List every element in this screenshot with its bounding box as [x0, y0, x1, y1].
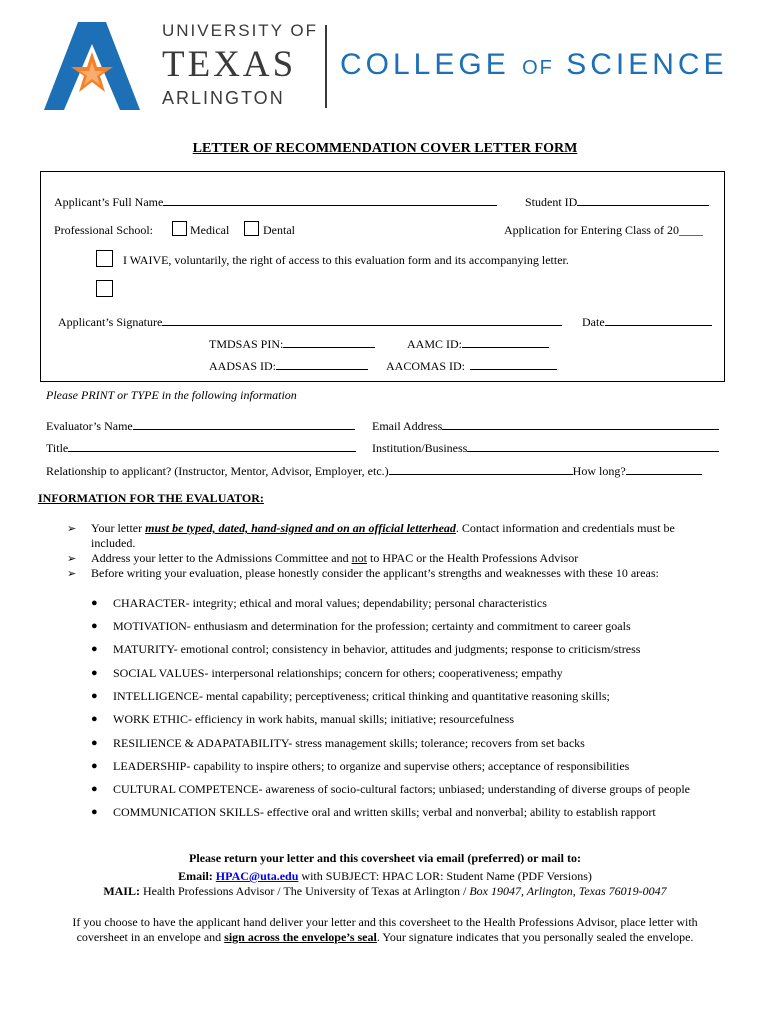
area-item: SOCIAL VALUES- interpersonal relationships; concern for others; cooperativeness; empathy: [113, 666, 563, 680]
aadsas-row: [209, 357, 368, 374]
institution-row: [372, 439, 719, 456]
area-item: LEADERSHIP- capability to inspire others; to organize and supervise others; acceptance of responsibilities: [113, 759, 630, 773]
area-item: WORK ETHIC- efficiency in work habits, manual skills; initiative; resourcefulness: [113, 712, 515, 726]
arrow-bullet-icon: ➢: [67, 567, 77, 580]
evaluator-name-field[interactable]: [133, 417, 355, 430]
info-item2-not: not: [351, 551, 367, 565]
email-field[interactable]: [442, 417, 719, 430]
uta-logo-a-icon: [44, 22, 140, 110]
mail-text: Health Professions Advisor / The University of Texas at Arlington /: [139, 884, 470, 898]
hand-line2-text: coversheet in an envelope and: [76, 930, 225, 944]
aamc-row: [407, 335, 549, 352]
signature-field[interactable]: [162, 313, 562, 326]
applicant-name-field[interactable]: [163, 193, 497, 206]
hpac-email-link[interactable]: HPAC@uta.edu: [215, 869, 299, 883]
area-item: MOTIVATION- enthusiasm and determination for the profession; certainty and commitment to career goals: [113, 619, 631, 633]
mail-instructions: [0, 884, 770, 899]
how-long-field[interactable]: [626, 462, 702, 475]
title-row: [46, 439, 356, 456]
date-field[interactable]: [605, 313, 712, 326]
area-item: CHARACTER- integrity; ethical and moral values; dependability; personal characteristics: [113, 596, 547, 610]
signature-row: [58, 313, 562, 330]
science-word: SCIENCE: [566, 48, 728, 81]
aadsas-label: AADSAS ID:: [209, 359, 277, 373]
return-instructions: Please return your letter and this coversheet via email (preferred) or mail to:: [189, 851, 581, 865]
mail-prefix: MAIL:: [103, 884, 140, 898]
institution-field[interactable]: [467, 439, 719, 452]
applicant-name-row: [54, 193, 497, 210]
bullet-icon: ●: [91, 783, 98, 795]
hand-deliver-line1: If you choose to have the applicant hand deliver your letter and this coversheet to the Health Professions Advisor, place letter with: [72, 915, 698, 929]
title-field[interactable]: [68, 439, 356, 452]
hand-line2-emphasis: sign across the envelope’s seal: [224, 930, 377, 944]
aamc-label: AAMC ID:: [407, 337, 463, 351]
institution-label: Institution/Business: [372, 441, 468, 455]
arlington-text: ARLINGTON: [162, 88, 285, 108]
of-word: OF: [522, 57, 554, 79]
dental-label: Dental: [263, 223, 295, 237]
evaluator-name-row: [46, 417, 355, 434]
date-label: Date: [582, 315, 605, 329]
applicant-name-label: Applicant’s Full Name: [54, 195, 164, 209]
medical-checkbox[interactable]: [172, 221, 187, 236]
form-title: LETTER OF RECOMMENDATION COVER LETTER FORM: [192, 141, 578, 156]
aadsas-field[interactable]: [276, 357, 368, 370]
info-item-letter-requirements: [91, 521, 675, 536]
date-row: [582, 313, 712, 330]
header-divider: [325, 25, 327, 108]
info-item1-emphasis: must be typed, dated, hand-signed and on an official letterhead: [145, 521, 456, 535]
aacomas-row: [386, 357, 557, 374]
bullet-icon: ●: [91, 690, 98, 702]
print-type-instruction: Please PRINT or TYPE in the following information: [46, 388, 297, 402]
email-label: Email Address: [372, 419, 443, 433]
texas-text: TEXAS: [162, 44, 297, 85]
info-item-address: [91, 551, 578, 566]
bullet-icon: ●: [91, 760, 98, 772]
info-item2-text: Address your letter to the Admissions Committee and: [91, 551, 352, 565]
college-of-science-wordmark: [340, 48, 728, 82]
tmdsas-row: [209, 335, 375, 352]
info-item1-continued: included.: [91, 536, 136, 550]
email-instructions: [0, 869, 770, 884]
bullet-icon: ●: [91, 737, 98, 749]
bullet-icon: ●: [91, 713, 98, 725]
bullet-icon: ●: [91, 806, 98, 818]
aacomas-label: AACOMAS ID:: [386, 359, 466, 373]
area-item: COMMUNICATION SKILLS- effective oral and written skills; verbal and nonverbal; ability to establish rapport: [113, 805, 656, 819]
tmdsas-label: TMDSAS PIN:: [209, 337, 284, 351]
mail-box: Box 19047, Arlington, Texas 76019-0047: [469, 884, 667, 898]
dental-checkbox[interactable]: [244, 221, 259, 236]
bullet-icon: ●: [91, 643, 98, 655]
student-id-field[interactable]: [577, 193, 709, 206]
student-id-row: [525, 193, 709, 210]
info-item1-text-end: . Contact information and credentials must be: [455, 521, 675, 535]
arrow-bullet-icon: ➢: [67, 552, 77, 565]
email-prefix: Email:: [178, 869, 213, 883]
tmdsas-field[interactable]: [283, 335, 375, 348]
aacomas-field[interactable]: [470, 357, 557, 370]
aamc-field[interactable]: [462, 335, 549, 348]
info-heading: INFORMATION FOR THE EVALUATOR:: [38, 491, 264, 505]
area-item: CULTURAL COMPETENCE- awareness of socio-cultural factors; unbiased; understanding of diverse groups of people: [113, 782, 690, 796]
relationship-row: [46, 462, 702, 479]
bullet-icon: ●: [91, 620, 98, 632]
relationship-field[interactable]: [389, 462, 573, 475]
info-item1-text: Your letter: [91, 521, 146, 535]
how-long-label: How long?: [572, 464, 626, 478]
info-item2-text-end: to HPAC or the Health Professions Advisor: [366, 551, 579, 565]
bullet-icon: ●: [91, 667, 98, 679]
title-label: Title: [46, 441, 69, 455]
bullet-icon: ●: [91, 597, 98, 609]
professional-school-label: Professional School:: [54, 223, 153, 237]
signature-label: Applicant’s Signature: [58, 315, 163, 329]
hand-line2-text-end: . Your signature indicates that you personally sealed the envelope.: [376, 930, 694, 944]
entering-class-field[interactable]: Application for Entering Class of 20____: [504, 223, 703, 237]
hand-deliver-line2: [0, 930, 770, 945]
email-subject: with SUBJECT: HPAC LOR: Student Name (PDF Versions): [298, 869, 592, 883]
area-item: MATURITY- emotional control; consistency in behavior, attitudes and judgments; response to criticism/stress: [113, 642, 641, 656]
waive-checkbox[interactable]: [96, 250, 113, 267]
evaluator-name-label: Evaluator’s Name: [46, 419, 133, 433]
area-item: INTELLIGENCE- mental capability; perceptiveness; critical thinking and quantitative reasoning skills;: [113, 689, 610, 703]
not-waive-checkbox[interactable]: [96, 280, 113, 297]
student-id-label: Student ID: [525, 195, 578, 209]
info-item-consider: Before writing your evaluation, please honestly consider the applicant’s strengths and weaknesses with these 10 areas:: [91, 566, 659, 580]
area-item: RESILIENCE & ADAPATABILITY- stress management skills; tolerance; recovers from set backs: [113, 736, 585, 750]
email-row: [372, 417, 719, 434]
college-word: COLLEGE: [340, 48, 510, 81]
medical-label: Medical: [190, 223, 230, 237]
waive-text: I WAIVE, voluntarily, the right of access to this evaluation form and its accompanying letter.: [123, 253, 569, 267]
arrow-bullet-icon: ➢: [67, 522, 77, 535]
university-of-text: UNIVERSITY OF: [162, 21, 319, 40]
relationship-label: Relationship to applicant? (Instructor, Mentor, Advisor, Employer, etc.): [46, 464, 389, 478]
